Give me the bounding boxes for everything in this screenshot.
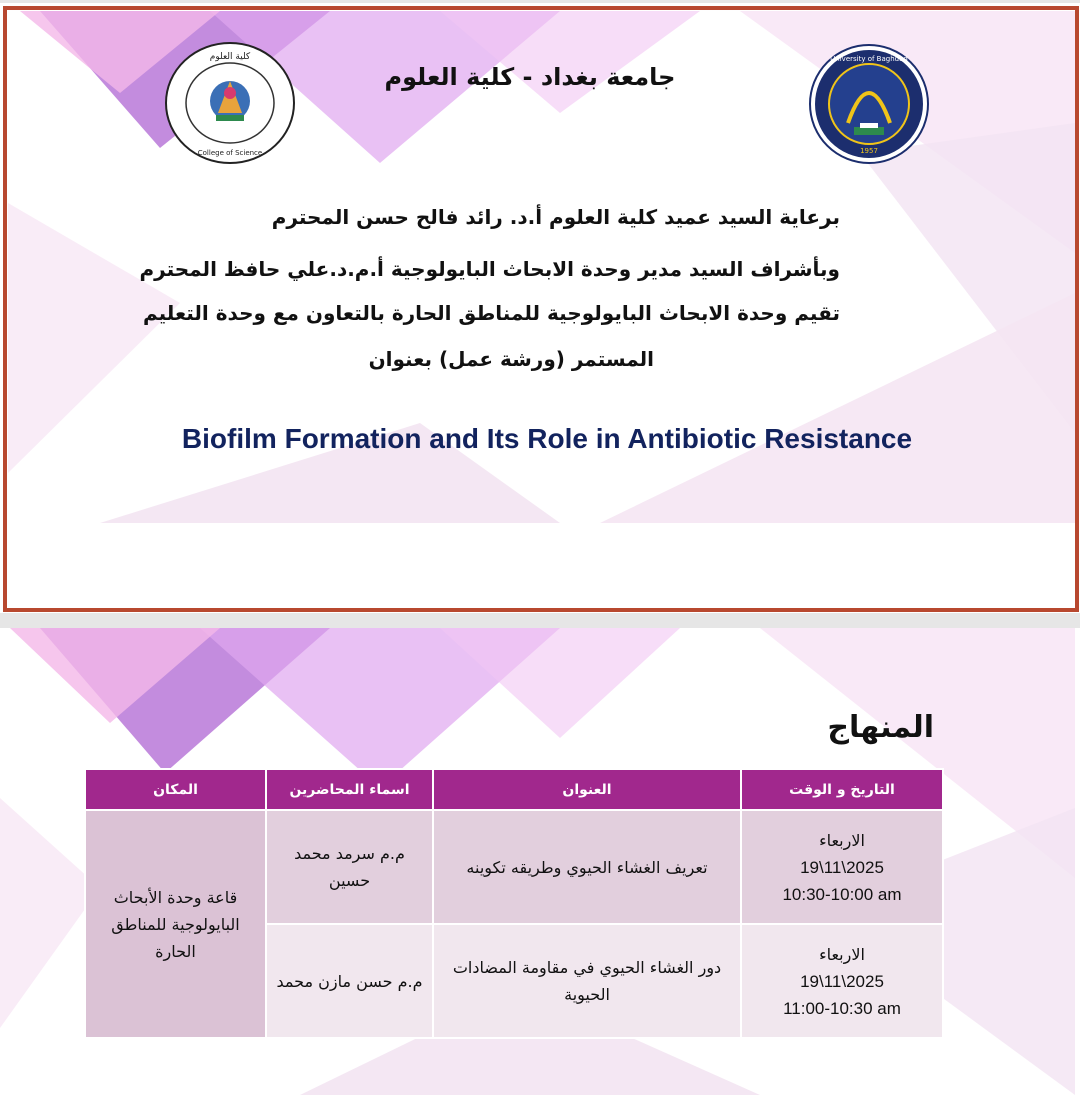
workshop-title: Biofilm Formation and Its Role in Antibiotic Resistance bbox=[181, 423, 913, 454]
day-text: الاربعاء bbox=[819, 944, 865, 964]
column-header-venue: المكان bbox=[85, 769, 266, 810]
time-text: 10:30-10:00 am bbox=[782, 884, 902, 904]
date-time-cell bbox=[741, 810, 943, 924]
date-time-cell bbox=[741, 924, 943, 1038]
lecturer-cell: م.م حسن مازن محمد bbox=[266, 924, 433, 1038]
university-title: جامعة بغداد - كلية العلوم bbox=[384, 63, 676, 91]
column-header-title: العنوان bbox=[433, 769, 741, 810]
time-text: 11:00-10:30 am bbox=[783, 998, 901, 1018]
organizer-line: تقيم وحدة الابحاث البايولوجية للمناطق الحارة بالتعاون مع وحدة التعليم bbox=[142, 301, 840, 325]
day-text: الاربعاء bbox=[819, 830, 865, 850]
lecture-title-cell: تعريف الغشاء الحيوي وطريقه تكوينه bbox=[433, 810, 741, 924]
svg-text:1957: 1957 bbox=[860, 147, 878, 155]
college-of-science-logo bbox=[164, 41, 296, 165]
column-header-date: التاريخ و الوقت bbox=[741, 769, 943, 810]
schedule-heading: المنهاج bbox=[827, 710, 934, 745]
date-text: 19\11\2025 bbox=[800, 857, 884, 877]
patronage-line: برعاية السيد عميد كلية العلوم أ.د. رائد فالح حسن المحترم bbox=[271, 205, 840, 229]
table-row bbox=[85, 810, 943, 924]
svg-text:University of Baghdad: University of Baghdad bbox=[830, 55, 908, 63]
schedule-panel bbox=[0, 628, 1080, 1095]
svg-text:كلية العلوم: كلية العلوم bbox=[209, 52, 251, 62]
venue-cell: قاعة وحدة الأبحاث البايولوجية للمناطق الحارة bbox=[85, 810, 266, 1038]
date-text: 19\11\2025 bbox=[800, 971, 884, 991]
lecture-title-cell: دور الغشاء الحيوي في مقاومة المضادات الحيوية bbox=[433, 924, 741, 1038]
svg-text:College of Science: College of Science bbox=[197, 149, 263, 157]
university-of-baghdad-logo bbox=[808, 43, 930, 165]
schedule-table bbox=[84, 768, 944, 1039]
announcement-panel bbox=[0, 3, 1080, 613]
supervision-line: وبأشراف السيد مدير وحدة الابحاث البايولوجية أ.م.د.علي حافظ المحترم bbox=[139, 257, 840, 281]
table-header-row bbox=[85, 769, 943, 810]
lecturer-cell: م.م سرمد محمد حسين bbox=[266, 810, 433, 924]
column-header-lecturers: اسماء المحاضرين bbox=[266, 769, 433, 810]
workshop-line: المستمر (ورشة عمل) بعنوان bbox=[368, 347, 654, 371]
